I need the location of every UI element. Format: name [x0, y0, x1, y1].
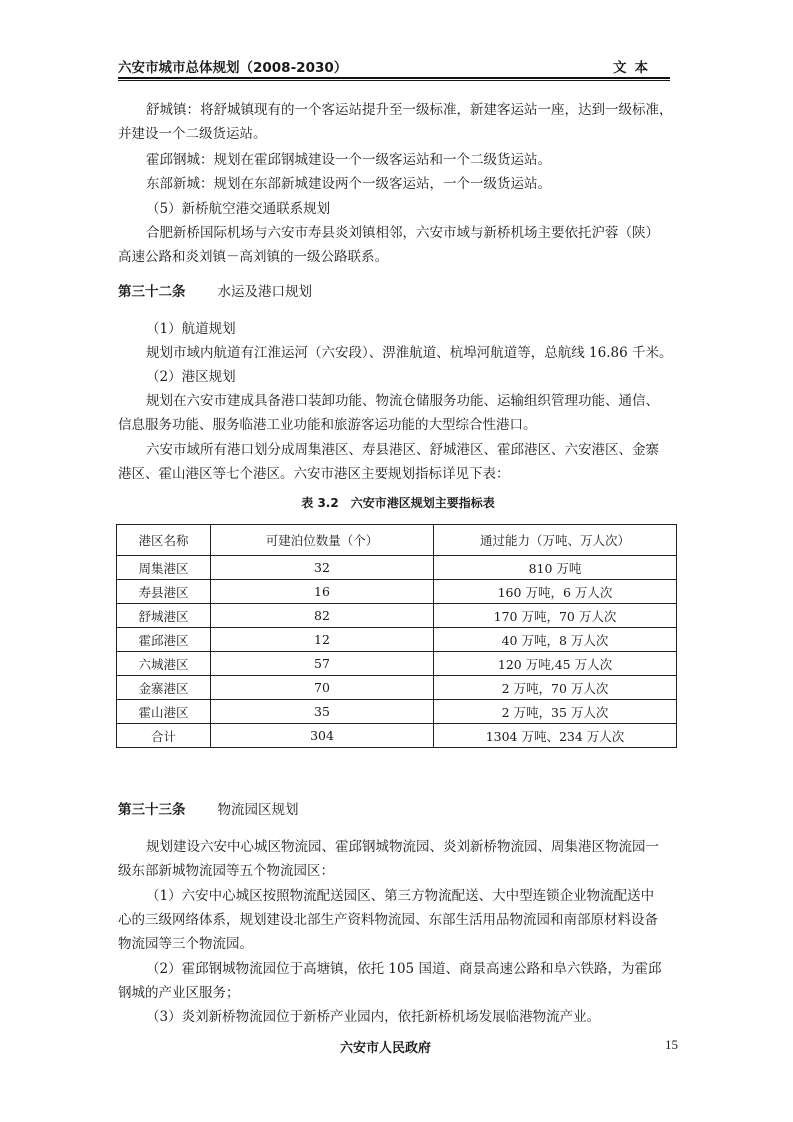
table-row: [117, 604, 677, 628]
table-cell: 2 万吨，70 万人次: [434, 676, 677, 700]
section-heading: （5）新桥航空港交通联系规划: [146, 201, 331, 217]
paragraph-line: 信息服务功能、服务临港工业功能和旅游客运功能的大型综合性港口。: [118, 417, 537, 433]
article-title: 物流园区规划: [217, 802, 299, 818]
paragraph-line: 东部新城：规划在东部新城建设两个一级客运站，一个一级货运站。: [146, 176, 551, 192]
table-cell: 70: [211, 676, 434, 700]
table-row: [117, 700, 677, 724]
column-header: 港区名称: [117, 525, 211, 556]
table-cell: 304: [211, 724, 434, 748]
table-cell: 霍山港区: [117, 700, 211, 724]
table-cell: 合计: [117, 724, 211, 748]
paragraph-line: 舒城镇：将舒城镇现有的一个客运站提升至一级标准，新建客运站一座，达到一级标准，: [146, 102, 673, 118]
paragraph-line: 级东部新城物流园等五个物流园区：: [118, 863, 334, 879]
table-cell: 160 万吨，6 万人次: [434, 580, 677, 604]
document-title: 六安市城市总体规划（2008-2030）: [118, 60, 348, 76]
table-total-row: [117, 724, 677, 748]
table-cell: 1304 万吨、234 万人次: [434, 724, 677, 748]
paragraph-line: 并建设一个二级货运站。: [118, 126, 267, 142]
paragraph-line: 规划在六安市建成具备港口装卸功能、物流仓储服务功能、运输组织管理功能、通信、: [146, 393, 659, 409]
paragraph-line: 港区、霍山港区等七个港区。六安市港区主要规划指标详见下表：: [118, 466, 510, 482]
table-cell: 寿县港区: [117, 580, 211, 604]
page-header: [118, 55, 670, 77]
table-cell: 霍邱港区: [117, 628, 211, 652]
paragraph-line: （3）炎刘新桥物流园位于新桥产业园内，依托新桥机场发展临港物流产业。: [146, 1009, 601, 1025]
table-cell: 12: [211, 628, 434, 652]
paragraph-line: （1）六安中心城区按照物流配送园区、第三方物流配送、大中型连锁企业物流配送中: [146, 888, 655, 904]
section-heading: （1）航道规划: [146, 321, 236, 337]
table-row: [117, 676, 677, 700]
table-cell: 35: [211, 700, 434, 724]
page-footer: [118, 1037, 678, 1059]
table-cell: 82: [211, 604, 434, 628]
issuer-label: 六安市人民政府: [340, 1041, 432, 1056]
table-row: [117, 580, 677, 604]
table-cell: 40 万吨，8 万人次: [434, 628, 677, 652]
table-header-row: [117, 525, 677, 556]
article-heading-33: [118, 798, 299, 822]
document-type-label: 文本: [613, 60, 656, 76]
port-planning-table: [116, 524, 677, 748]
table-cell: 120 万吨,45 万人次: [434, 652, 677, 676]
paragraph-line: 规划市域内航道有江淮运河（六安段）、淠淮航道、杭埠河航道等，总航线 16.86 千米。: [146, 345, 673, 361]
column-header: 可建泊位数量（个）: [211, 525, 434, 556]
page-number: 15: [665, 1037, 678, 1052]
header-rule: [118, 77, 670, 79]
article-title: 水运及港口规划: [217, 284, 312, 300]
table-cell: 周集港区: [117, 556, 211, 580]
header-rule-thin: [118, 80, 670, 81]
article-number: 第三十三条: [118, 802, 186, 818]
table-cell: 2 万吨，35 万人次: [434, 700, 677, 724]
table-row: [117, 652, 677, 676]
article-heading-32: [118, 280, 312, 304]
table-cell: 170 万吨，70 万人次: [434, 604, 677, 628]
table-cell: 金寨港区: [117, 676, 211, 700]
table-cell: 810 万吨: [434, 556, 677, 580]
table-row: [117, 628, 677, 652]
paragraph-line: 心的三级网络体系，规划建设北部生产资料物流园、东部生活用品物流园和南部原材料设备: [118, 912, 658, 928]
table-row: [117, 556, 677, 580]
paragraph-line: （2）霍邱钢城物流园位于高塘镇，依托 105 国道、商景高速公路和阜六铁路，为霍邱: [146, 961, 662, 977]
column-header: 通过能力（万吨、万人次）: [434, 525, 677, 556]
table-cell: 舒城港区: [117, 604, 211, 628]
table-caption: 表 3.2 六安市港区规划主要指标表: [301, 496, 495, 510]
table-cell: 32: [211, 556, 434, 580]
section-heading: （2）港区规划: [146, 369, 236, 385]
paragraph-line: 六安市域所有港口划分成周集港区、寿县港区、舒城港区、霍邱港区、六安港区、金寨: [146, 442, 659, 458]
article-number: 第三十二条: [118, 284, 186, 300]
paragraph-line: 钢城的产业区服务；: [118, 985, 240, 1001]
table-cell: 57: [211, 652, 434, 676]
paragraph-line: 高速公路和炎刘镇－高刘镇的一级公路联系。: [118, 249, 388, 265]
paragraph-line: 物流园等三个物流园。: [118, 936, 253, 952]
table-cell: 16: [211, 580, 434, 604]
paragraph-line: 合肥新桥国际机场与六安市寿县炎刘镇相邻，六安市域与新桥机场主要依托沪蓉（陕）: [146, 225, 659, 241]
paragraph-line: 霍邱钢城：规划在霍邱钢城建设一个一级客运站和一个二级货运站。: [146, 152, 551, 168]
table-cell: 六城港区: [117, 652, 211, 676]
paragraph-line: 规划建设六安中心城区物流园、霍邱钢城物流园、炎刘新桥物流园、周集港区物流园一: [146, 839, 659, 855]
